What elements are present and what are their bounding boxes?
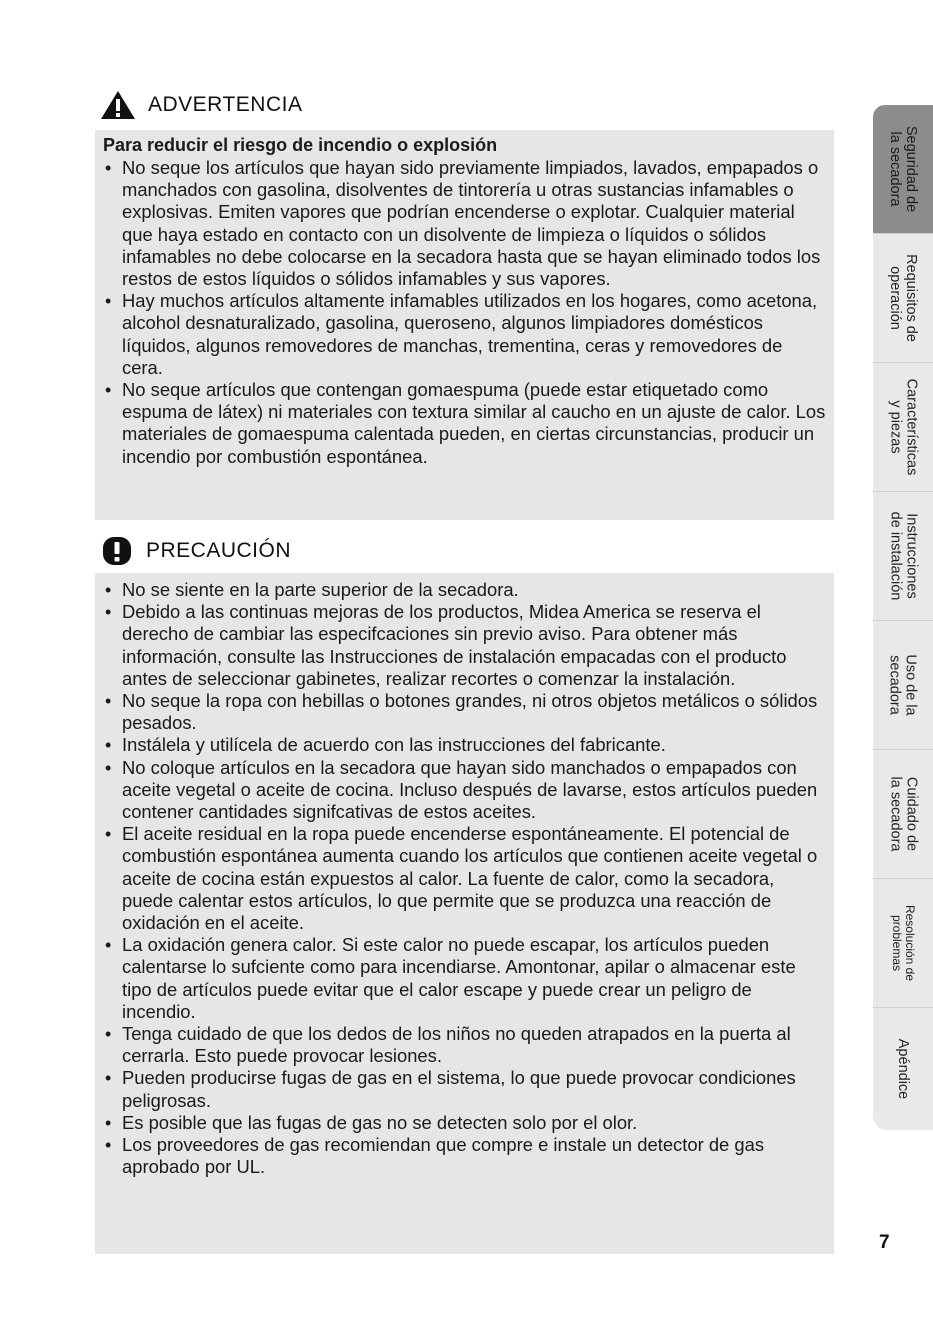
list-item: • Es posible que las fugas de gas no se detecten solo por el olor. bbox=[103, 1112, 828, 1134]
warning-box bbox=[95, 130, 834, 520]
tab-apendice[interactable] bbox=[873, 1008, 933, 1130]
tab-label: Seguridad de la secadora bbox=[887, 125, 920, 213]
list-item: • El aceite residual en la ropa puede encenderse espontáneamente. El potencial de combustión espontánea aumenta cuando los artículos que contienen aceite vegetal o aceite de cocina están expuestos al calor. La fuente de calor, como la secadora, puede calentar estos artículos, lo que permite que se produzca una reacción de oxidación en el aceite. bbox=[103, 823, 828, 934]
caution-heading bbox=[100, 536, 291, 566]
list-item: • Instálela y utilícela de acuerdo con las instrucciones del fabricante. bbox=[103, 734, 828, 756]
tab-seguridad[interactable] bbox=[873, 105, 933, 234]
list-item: • Hay muchos artículos altamente infamables utilizados en los hogares, como acetona, alcohol desnaturalizado, gasolina, queroseno, algunos limpiadores domésticos líquidos, algunos removedores de manchas, trementina, ceras y removedores de cera. bbox=[103, 290, 828, 379]
tab-cuidado[interactable] bbox=[873, 750, 933, 879]
warning-subtitle: Para reducir el riesgo de incendio o explosión bbox=[103, 135, 498, 155]
list-item: • Pueden producirse fugas de gas en el sistema, lo que puede provocar condiciones peligrosas. bbox=[103, 1067, 828, 1111]
tab-requisitos[interactable] bbox=[873, 234, 933, 363]
tab-label: Requisitos de operación bbox=[887, 254, 920, 342]
warning-triangle-icon bbox=[100, 90, 136, 120]
tab-instrucciones[interactable] bbox=[873, 492, 933, 621]
caution-exclamation-icon bbox=[100, 536, 134, 566]
tab-caracteristicas[interactable] bbox=[873, 363, 933, 492]
list-item: • No se siente en la parte superior de la secadora. bbox=[103, 579, 828, 601]
tab-label: Uso de la secadora bbox=[887, 654, 920, 716]
page-number: 7 bbox=[879, 1232, 890, 1253]
list-item: • No coloque artículos en la secadora que hayan sido manchados o empapados con aceite vegetal o aceite de cocina. Incluso después de lavarse, estos artículos pueden contener cantidades signifcativas de estos aceites. bbox=[103, 757, 828, 824]
tab-label: Cuidado de la secadora bbox=[887, 776, 919, 852]
list-item: • No seque artículos que contengan gomaespuma (puede estar etiquetado como espuma de látex) ni materiales con textura similar al caucho en un ajuste de calor. Los materiales de gomaespuma calentada pueden, en ciertas circunstancias, producir un incendio por combustión espontánea. bbox=[103, 379, 828, 468]
tab-label: Características y piezas bbox=[887, 378, 920, 476]
caution-box bbox=[95, 573, 834, 1254]
caution-list bbox=[103, 579, 828, 1178]
caution-title: PRECAUCIÓN bbox=[146, 539, 292, 562]
list-item: • Tenga cuidado de que los dedos de los niños no queden atrapados en la puerta al cerrarla. Esto puede provocar lesiones. bbox=[103, 1023, 828, 1067]
list-item: • No seque la ropa con hebillas o botones grandes, ni otros objetos metálicos o sólidos pesados. bbox=[103, 690, 828, 734]
tab-label: Apéndice bbox=[895, 1038, 911, 1100]
list-item: • Debido a las continuas mejoras de los productos, Midea America se reserva el derecho de cambiar las especifcaciones sin previo aviso. Para obtener más información, consulte las Instrucciones de instalación empacadas con el producto antes de seleccionar gabinetes, realizar recortes o comenzar la instalación. bbox=[103, 601, 828, 690]
tab-label: Resolución de problemas bbox=[890, 904, 917, 982]
list-item: • No seque los artículos que hayan sido previamente limpiados, lavados, empapados o manchados con gasolina, disolventes de tintorería u otras sustancias infamables o explosivas. Emiten vapores que podrían encenderse o explotar. Cualquier material que haya estado en contacto con un disolvente de limpieza o líquidos o sólidos infamables no debe colocarse en la secadora hasta que se hayan eliminado todos los restos de estos líquidos o sólidos infamables y sus vapores. bbox=[103, 157, 828, 290]
list-item: • Los proveedores de gas recomiendan que compre e instale un detector de gas aprobado por UL. bbox=[103, 1134, 828, 1178]
warning-list bbox=[103, 157, 828, 468]
tab-resolucion[interactable] bbox=[873, 879, 933, 1008]
tab-uso[interactable] bbox=[873, 621, 933, 750]
tab-label: Instrucciones de instalación bbox=[887, 511, 920, 601]
warning-title: ADVERTENCIA bbox=[148, 93, 303, 116]
section-tabs bbox=[873, 105, 933, 1130]
warning-heading bbox=[100, 90, 302, 120]
list-item: • La oxidación genera calor. Si este calor no puede escapar, los artículos pueden calentarse lo sufciente como para incendiarse. Amontonar, apilar o almacenar este tipo de artículos puede evitar que el calor escape y puede crear un peligro de incendio. bbox=[103, 934, 828, 1023]
